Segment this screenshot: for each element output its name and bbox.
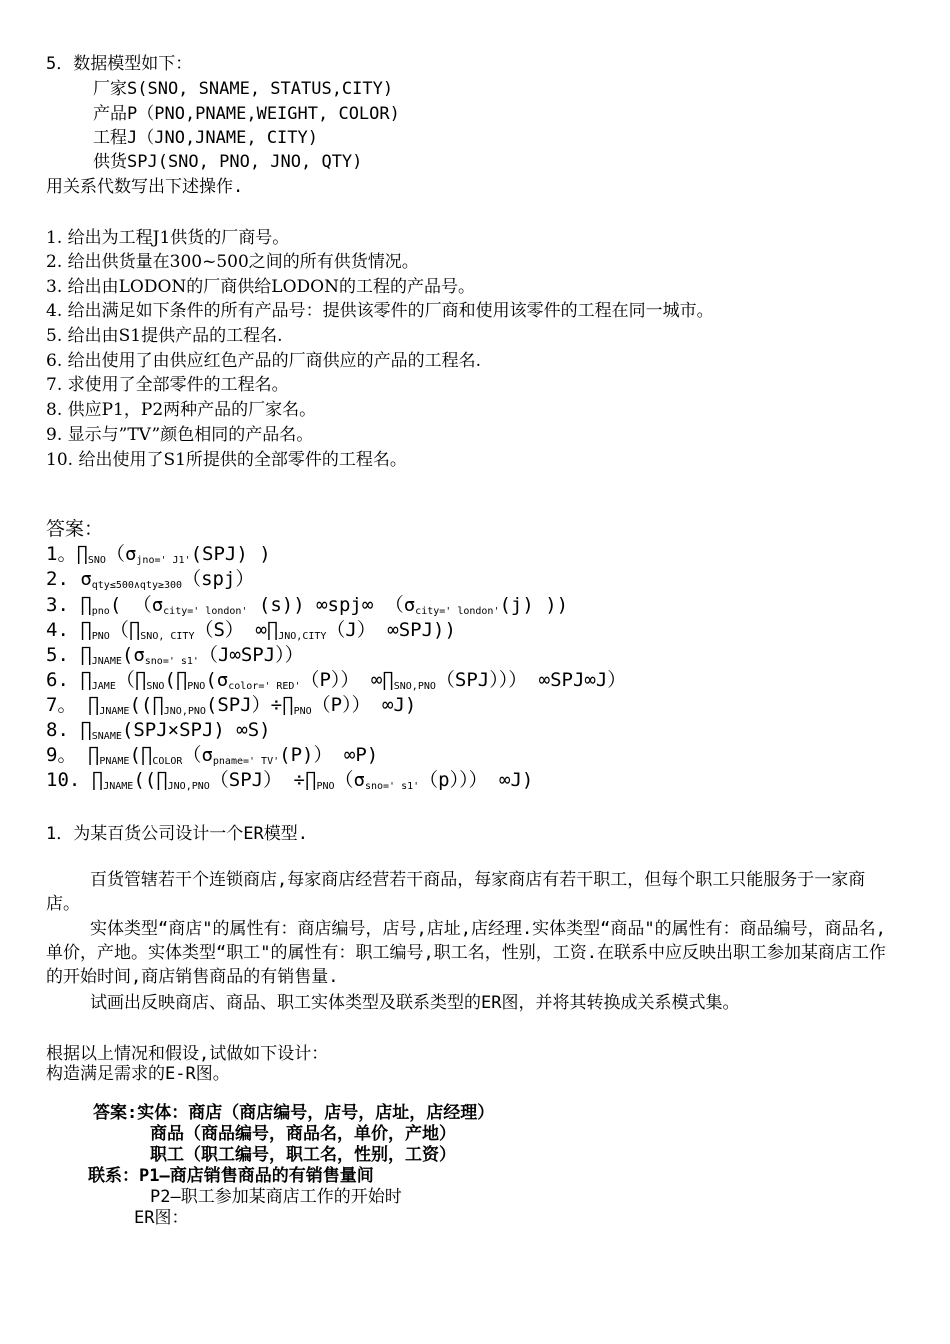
question-item: 5. 给出由S1提供产品的工程名. [46,326,283,346]
question-item: 10. 给出使用了S1所提供的全部零件的工程名。 [46,450,407,470]
answer-4: 4. $\prod_{PNO}(\prod_{SNO, CITY}(S)$ $\infty\prod_{JNO,CITY}(J)$ ∞SPJ)) [46,619,456,642]
er-paragraph-1: 百货管辖若干个连锁商店,每家商店经营若干商品，每家商店有若干职工，但每个职工只能服务于一家商店。 [46,870,866,914]
answer-7: 7。 $\prod_{JNAME}((\prod_{JNO,PNO}(SPJ)\div\prod_{PNO}(P))$ ∞J) [46,694,417,717]
er-paragraph-2: 实体类型“商店"的属性有：商店编号，店号,店址,店经理.实体类型“商品"的属性有：商品编号，商品名,单价，产地。实体类型“职工"的属性有：职工编号,职工名，性别，工资.在联系中应反映出职工参加某商店工作的开始时间,商店销售商品的有销售量. [46,919,886,987]
question-item: 4. 给出满足如下条件的所有产品号：提供该零件的厂商和使用该零件的工程在同一城市。 [46,301,714,321]
answer-9: 9。 $\prod_{PNAME}(\prod_{COLOR}(\sigma_{pname=' TV'}(P))$ ∞P) [46,744,379,767]
instruction: 用关系代数写出下述操作. [46,177,244,197]
er-diagram-label: ER图： [134,1208,189,1228]
question-item: 3. 给出由LODON的厂商供给LODON的工程的产品号。 [46,277,475,297]
answer-6: 6. $\prod_{JAME}(\prod_{SNO}(\prod_{PNO}(\sigma_{color=' RED'}(P))$ $\infty\prod_{SNO,PNO}(SPJ)$）） ∞SPJ∞J） [46,669,627,692]
er-paragraph-3: 试画出反映商店、商品、职工实体类型及联系类型的ER图，并将其转换成关系模式集。 [90,993,740,1013]
answer-10: 10. $\prod_{JNAME}((\prod_{JNO,PNO}(SPJ)$ $\div\prod_{PNO}(\sigma_{sno=' s1'}(p))$） ∞J) [46,769,534,792]
answer-5: 5. $\prod_{JNAME}(\sigma_{sno=' s1'}(J\infty SPJ))$ [46,644,304,667]
answer-8: 8. $\prod_{SNAME}(SPJ\times SPJ)$ ∞S) [46,719,271,742]
answer-1: 1。$\prod_{SNO}(\sigma_{jno=' J1'}(SPJ)$ ) [46,543,271,566]
model-supplier: 厂家S(SNO, SNAME, STATUS,CITY) [93,79,394,99]
question-item: 8. 供应P1，P2两种产品的厂家名。 [46,400,317,420]
answer-3: 3. $\prod_{pno}$( （$\sigma_{city=' london'}$ (s)) ∞spj∞ （$\sigma_{city=' london'}(j)$ )) [46,594,569,617]
answers-title: 答案： [46,518,104,540]
model-product: 产品P（PNO,PNAME,WEIGHT, COLOR) [93,104,400,124]
er-answer-label: 答案:实体：商店（商店编号，店号，店址，店经理） [93,1103,495,1123]
relation-p1: 联系：P1—商店销售商品的有销售量间 [88,1166,374,1186]
model-supply: 供货SPJ(SNO, PNO, JNO, QTY) [93,152,363,172]
question-item: 1. 给出为工程J1供货的厂商号。 [46,228,290,248]
question-item: 2. 给出供货量在300~500之间的所有供货情况。 [46,252,419,272]
design-intro: 根据以上情况和假设,试做如下设计： [46,1044,329,1064]
answer-2: 2. $\sigma_{qty\le 500\wedge qty\ge 300}(spj)$ [46,568,255,591]
data-model-intro: 5．数据模型如下： [46,54,193,74]
er-section-title: 1．为某百货公司设计一个ER模型. [46,824,308,844]
relation-p2: P2—职工参加某商店工作的开始时 [150,1187,402,1207]
question-item: 9. 显示与”TV”颜色相同的产品名。 [46,425,314,445]
question-item: 6. 给出使用了由供应红色产品的厂商供应的产品的工程名. [46,351,482,371]
entity-product: 商品（商品编号，商品名，单价，产地） [150,1124,456,1144]
entity-employee: 职工（职工编号，职工名，性别，工资） [150,1145,456,1165]
question-item: 7. 求使用了全部零件的工程名。 [46,375,289,395]
model-project: 工程J（JNO,JNAME, CITY) [93,128,318,148]
design-task: 构造满足需求的E-R图。 [46,1064,230,1084]
